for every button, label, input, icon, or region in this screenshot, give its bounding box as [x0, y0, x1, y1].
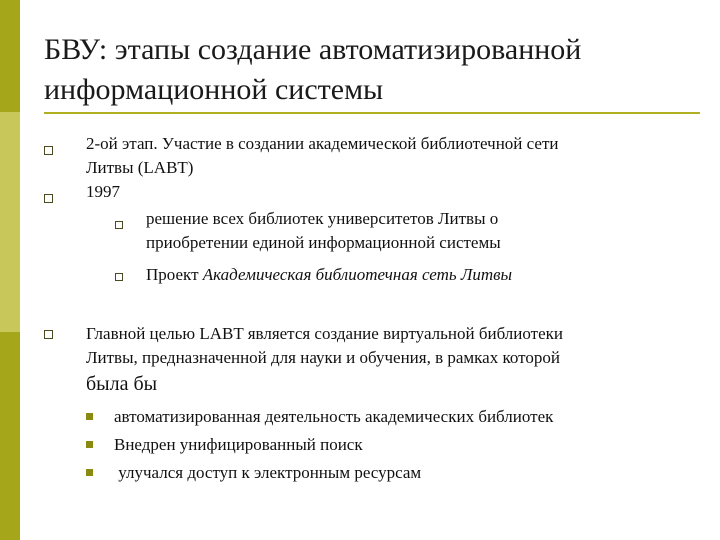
- hollow-square-bullet-icon: [44, 330, 53, 339]
- bullet-labt-goal: Главной целью LABT является создание виртуальной библиотеки Литвы, предназначенной для науки и обучения, в рамках которой была бы: [86, 324, 563, 395]
- goal-item-unified-search: Внедрен унифицированный поиск: [114, 435, 363, 454]
- hollow-square-sub-bullet-icon: [115, 273, 123, 281]
- title-line-2: информационной системы: [44, 73, 384, 106]
- side-accent-bar: [0, 0, 20, 540]
- title-line-1: БВУ: этапы создание автоматизированной: [44, 33, 582, 66]
- side-bar-highlight: [0, 112, 20, 332]
- goal-item-automation: автоматизированная деятельность академических библиотек: [114, 407, 554, 426]
- title-divider: [44, 112, 700, 114]
- hollow-square-bullet-icon: [44, 146, 53, 155]
- goal-item-e-resources: улучался доступ к электронным ресурсам: [114, 463, 422, 482]
- bullet-stage-2: 2-ой этап. Участие в создании академической библиотечной сети Литвы (LABT): [86, 134, 559, 177]
- sub-bullet-project: Проект Академическая библиотечная сеть Литвы: [146, 265, 513, 284]
- hollow-square-bullet-icon: [44, 194, 53, 203]
- slide-title: [44, 30, 694, 110]
- hollow-square-sub-bullet-icon: [115, 221, 123, 229]
- sub-bullet-decision: решение всех библиотек университетов Литвы о приобретении единой информационной системы: [146, 209, 501, 252]
- filled-square-bullet-icon: [86, 413, 93, 420]
- filled-square-bullet-icon: [86, 441, 93, 448]
- filled-square-bullet-icon: [86, 469, 93, 476]
- bullet-1997: 1997: [86, 182, 120, 201]
